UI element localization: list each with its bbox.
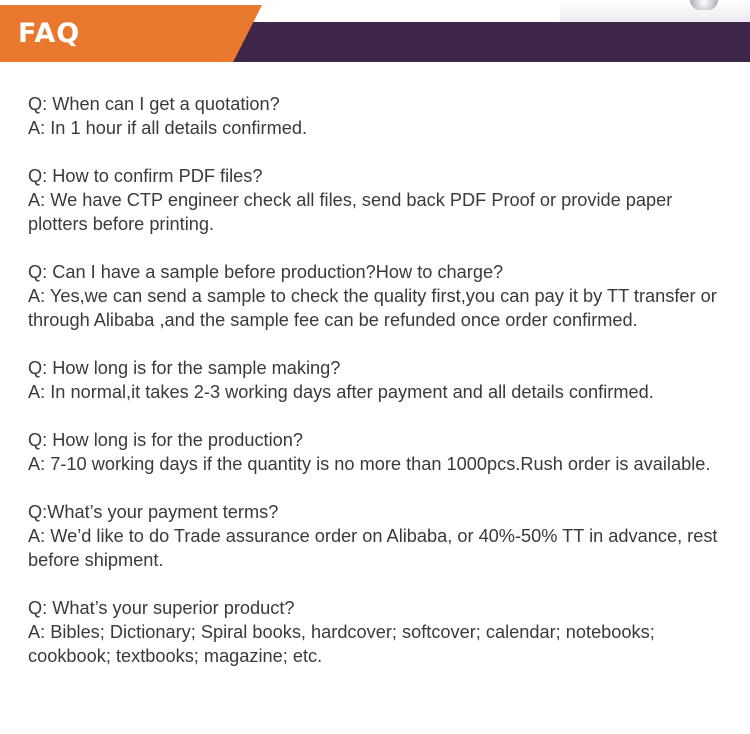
- faq-item: [28, 500, 728, 572]
- header-shine: [560, 0, 750, 22]
- faq-answer: A: In normal,it takes 2-3 working days after payment and all details confirmed.: [28, 382, 654, 402]
- faq-question: Q: Can I have a sample before production?How to charge?: [28, 262, 504, 282]
- faq-item: [28, 164, 728, 236]
- faq-item: [28, 596, 728, 668]
- faq-answer: A: In 1 hour if all details confirmed.: [28, 118, 308, 138]
- faq-question: Q:What’s your payment terms?: [28, 502, 279, 522]
- faq-item: [28, 428, 728, 476]
- faq-answer: A: 7-10 working days if the quantity is no more than 1000pcs.Rush order is available.: [28, 454, 711, 474]
- faq-item: [28, 92, 728, 140]
- faq-question: Q: When can I get a quotation?: [28, 94, 280, 114]
- faq-header: [0, 0, 750, 62]
- page-title: FAQ: [18, 18, 81, 49]
- faq-list: [28, 92, 728, 692]
- faq-answer: A: Yes,we can send a sample to check the quality first,you can pay it by TT transfer or through Alibaba ,and the sample fee can be refunded once order confirmed.: [28, 286, 717, 330]
- faq-answer: A: We’d like to do Trade assurance order on Alibaba, or 40%-50% TT in advance, rest before shipment.: [28, 526, 718, 570]
- faq-question: Q: How long is for the production?: [28, 430, 303, 450]
- faq-answer: A: Bibles; Dictionary; Spiral books, hardcover; softcover; calendar; notebooks; cookbook; textbooks; magazine; etc.: [28, 622, 655, 666]
- faq-answer: A: We have CTP engineer check all files, send back PDF Proof or provide paper plotters before printing.: [28, 190, 673, 234]
- faq-question: Q: How to confirm PDF files?: [28, 166, 263, 186]
- faq-question: Q: What’s your superior product?: [28, 598, 295, 618]
- faq-item: [28, 356, 728, 404]
- faq-question: Q: How long is for the sample making?: [28, 358, 341, 378]
- faq-item: [28, 260, 728, 332]
